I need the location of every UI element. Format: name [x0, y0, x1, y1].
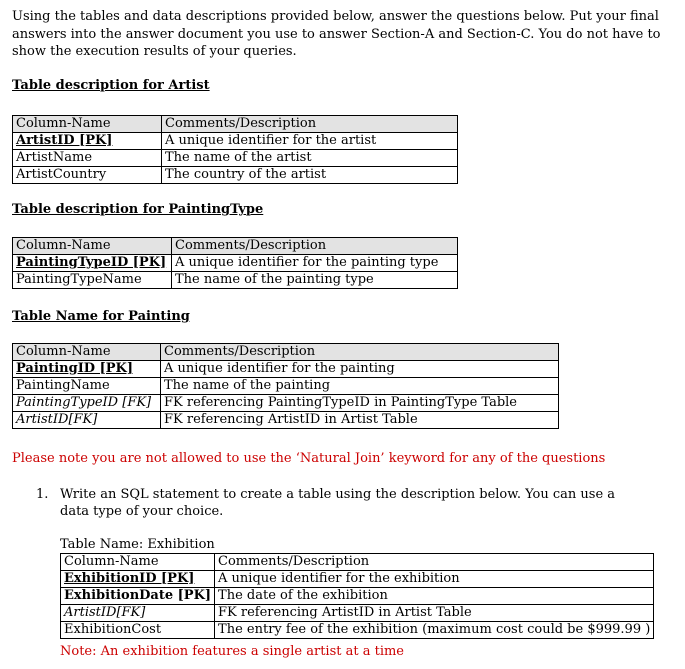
column-name-cell: ArtistID[FK] [61, 605, 215, 622]
painting-table [12, 343, 559, 429]
column-name-cell: PaintingTypeName [13, 272, 172, 289]
exhibition-note: Note: An exhibition features a single artist at a time [60, 644, 404, 659]
exhibition-table [60, 553, 654, 639]
header-cell: Comments/Description [161, 344, 559, 361]
table-row [61, 622, 654, 639]
column-name-cell: ArtistCountry [13, 167, 162, 184]
header-cell: Comments/Description [215, 554, 654, 571]
artist-table [12, 115, 458, 184]
table-row [13, 150, 458, 167]
column-name-cell: PaintingName [13, 378, 161, 395]
description-cell: FK referencing PaintingTypeID in PaintingType Table [161, 395, 559, 412]
header-cell: Column-Name [61, 554, 215, 571]
table-row [13, 167, 458, 184]
table-header-row [61, 554, 654, 571]
column-name-cell: ArtistID[FK] [13, 412, 161, 429]
description-cell: A unique identifier for the artist [162, 133, 458, 150]
column-name-cell: PaintingTypeID [FK] [13, 395, 161, 412]
column-name-cell: ArtistName [13, 150, 162, 167]
painting-heading: Table Name for Painting [12, 309, 190, 324]
table-row [13, 412, 559, 429]
description-cell: FK referencing ArtistID in Artist Table [215, 605, 654, 622]
description-cell: The name of the painting type [172, 272, 458, 289]
column-name-cell: ExhibitionID [PK] [61, 571, 215, 588]
table-row [13, 378, 559, 395]
painting-type-heading: Table description for PaintingType [12, 202, 264, 217]
table-row [13, 255, 458, 272]
question-text: Write an SQL statement to create a table using the description below. You can use a data type of your choice. [60, 487, 616, 519]
table-row [13, 361, 559, 378]
table-row [61, 605, 654, 622]
column-name-cell: ExhibitionDate [PK] [61, 588, 215, 605]
column-name-cell: ExhibitionCost [61, 622, 215, 639]
artist-heading: Table description for Artist [12, 78, 210, 93]
description-cell: The name of the artist [162, 150, 458, 167]
exhibition-table-name: Table Name: Exhibition [60, 537, 215, 552]
header-cell: Column-Name [13, 238, 172, 255]
column-name-cell: PaintingTypeID [PK] [13, 255, 172, 272]
table-row [61, 571, 654, 588]
description-cell: The entry fee of the exhibition (maximum cost could be $999.99 ) [215, 622, 654, 639]
header-cell: Comments/Description [162, 116, 458, 133]
header-cell: Column-Name [13, 116, 162, 133]
table-row [61, 588, 654, 605]
table-row [13, 395, 559, 412]
description-cell: A unique identifier for the painting type [172, 255, 458, 272]
header-cell: Comments/Description [172, 238, 458, 255]
table-row [13, 272, 458, 289]
description-cell: A unique identifier for the exhibition [215, 571, 654, 588]
description-cell: The country of the artist [162, 167, 458, 184]
intro-paragraph: Using the tables and data descriptions provided below, answer the questions below. Put your final answers into the answer document you use to answer Section-A and Section-C. You do not have to show the execution results of your queries. [12, 9, 661, 59]
natural-join-warning: Please note you are not allowed to use the ‘Natural Join’ keyword for any of the questions [12, 451, 606, 466]
description-cell: The date of the exhibition [215, 588, 654, 605]
description-cell: FK referencing ArtistID in Artist Table [161, 412, 559, 429]
description-cell: A unique identifier for the painting [161, 361, 559, 378]
table-row [13, 133, 458, 150]
header-cell: Column-Name [13, 344, 161, 361]
table-header-row [13, 344, 559, 361]
column-name-cell: ArtistID [PK] [13, 133, 162, 150]
table-header-row [13, 238, 458, 255]
painting-type-table [12, 237, 458, 289]
question-number: 1. [36, 487, 49, 502]
description-cell: The name of the painting [161, 378, 559, 395]
table-header-row [13, 116, 458, 133]
column-name-cell: PaintingID [PK] [13, 361, 161, 378]
